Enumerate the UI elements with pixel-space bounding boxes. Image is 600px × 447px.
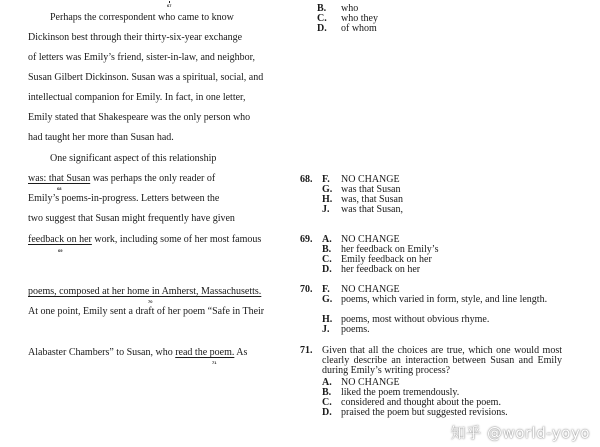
option-text: was, that Susan bbox=[341, 194, 403, 205]
option-text: was that Susan, bbox=[341, 204, 403, 215]
option-letter: C. bbox=[322, 254, 332, 265]
option-text: who bbox=[341, 3, 359, 14]
passage-line: of letters was Emily’s friend, sister-in-law, and neighbor, bbox=[28, 52, 256, 63]
option-text: liked the poem tremendously. bbox=[341, 387, 460, 398]
option-letter: B. bbox=[317, 3, 327, 14]
underlined-portion-68: was: that Susan bbox=[28, 173, 91, 184]
passage-line: Susan Gilbert Dickinson. Susan was a spiritual, social, and bbox=[28, 72, 264, 83]
option-letter: J. bbox=[322, 324, 330, 335]
question-number-68-marker: 68 bbox=[57, 186, 62, 191]
question-number-67-marker: 67 bbox=[167, 3, 172, 8]
question-number-69-marker: 69 bbox=[58, 248, 63, 253]
option-text: who they bbox=[341, 13, 378, 24]
passage-text: As bbox=[234, 347, 248, 358]
option-letter: G. bbox=[322, 294, 333, 305]
passage-line-q70 bbox=[28, 286, 261, 298]
question-number-text: 71. bbox=[300, 345, 313, 356]
option-letter: D. bbox=[322, 264, 332, 275]
passage-line-q71 bbox=[28, 347, 247, 359]
option-letter: A. bbox=[322, 377, 332, 388]
option-letter: F. bbox=[322, 284, 330, 295]
passage-line: One significant aspect of this relationship bbox=[50, 153, 217, 164]
question-number: 70. bbox=[300, 284, 313, 295]
option-letter: B. bbox=[322, 244, 332, 255]
option-text: Emily feedback on her bbox=[341, 254, 432, 265]
passage-line: Emily stated that Shakespeare was the only person who bbox=[28, 112, 251, 123]
option-text: poems, most without obvious rhyme. bbox=[341, 314, 490, 325]
underlined-portion-70: poems, composed at her home in Amherst, Massachusetts. bbox=[28, 286, 262, 297]
question-number-70-marker: 70 bbox=[148, 299, 153, 304]
option-letter: H. bbox=[322, 314, 333, 325]
option-text: her feedback on her bbox=[341, 264, 421, 275]
option-text: of whom bbox=[341, 23, 377, 34]
passage-line: Perhaps the correspondent who came to know bbox=[50, 12, 234, 23]
option-text: her feedback on Emily’s bbox=[341, 244, 439, 255]
option-letter: C. bbox=[322, 397, 332, 408]
option-letter: H. bbox=[322, 194, 333, 205]
passage-text: Alabaster Chambers” to Susan, who bbox=[28, 347, 176, 358]
passage-line-q68 bbox=[28, 173, 215, 185]
option-text: poems. bbox=[341, 324, 370, 335]
option-text: NO CHANGE bbox=[341, 234, 400, 245]
option-letter: J. bbox=[322, 204, 330, 215]
passage-line: At one point, Emily sent a draft of her poem “Safe in Their bbox=[28, 306, 265, 317]
option-text: NO CHANGE bbox=[341, 174, 400, 185]
passage-line-q69 bbox=[28, 234, 261, 246]
option-letter: C. bbox=[317, 13, 327, 24]
passage-text: was perhaps the only reader of bbox=[90, 173, 216, 184]
option-text: NO CHANGE bbox=[341, 284, 400, 295]
option-text: praised the poem but suggested revisions. bbox=[341, 407, 508, 418]
passage-line: Dickinson best through their thirty-six-year exchange bbox=[28, 32, 243, 43]
option-text: was that Susan bbox=[341, 184, 401, 195]
option-text: poems, which varied in form, style, and line length. bbox=[341, 294, 548, 305]
underlined-portion-71: read the poem. bbox=[175, 347, 235, 358]
option-letter: G. bbox=[322, 184, 333, 195]
passage-line: intellectual companion for Emily. In fact, in one letter, bbox=[28, 92, 246, 103]
option-letter: B. bbox=[322, 387, 332, 398]
option-text: considered and thought about the poem. bbox=[341, 397, 501, 408]
passage-text: work, including some of her most famous bbox=[91, 234, 262, 245]
passage-line: Emily’s poems-in-progress. Letters between the bbox=[28, 193, 220, 204]
option-letter: A. bbox=[322, 234, 332, 245]
question-number-71-marker: 71 bbox=[212, 360, 217, 365]
question-stem: Given that all the choices are true, which one would most clearly describe an interaction between Susan and Emily during Emily’s writing process? bbox=[322, 345, 562, 376]
underlined-portion-69: feedback on her bbox=[28, 234, 92, 245]
question-number: 68. bbox=[300, 174, 313, 185]
option-text: NO CHANGE bbox=[341, 377, 400, 388]
option-letter: F. bbox=[322, 174, 330, 185]
option-letter: D. bbox=[322, 407, 332, 418]
question-number: 69. bbox=[300, 234, 313, 245]
option-letter: D. bbox=[317, 23, 327, 34]
watermark: 知乎 @world-yoyo bbox=[450, 424, 590, 442]
passage-line: two suggest that Susan might frequently have given bbox=[28, 213, 235, 224]
passage-line: had taught her more than Susan had. bbox=[28, 132, 174, 143]
passage-column bbox=[28, 0, 290, 447]
